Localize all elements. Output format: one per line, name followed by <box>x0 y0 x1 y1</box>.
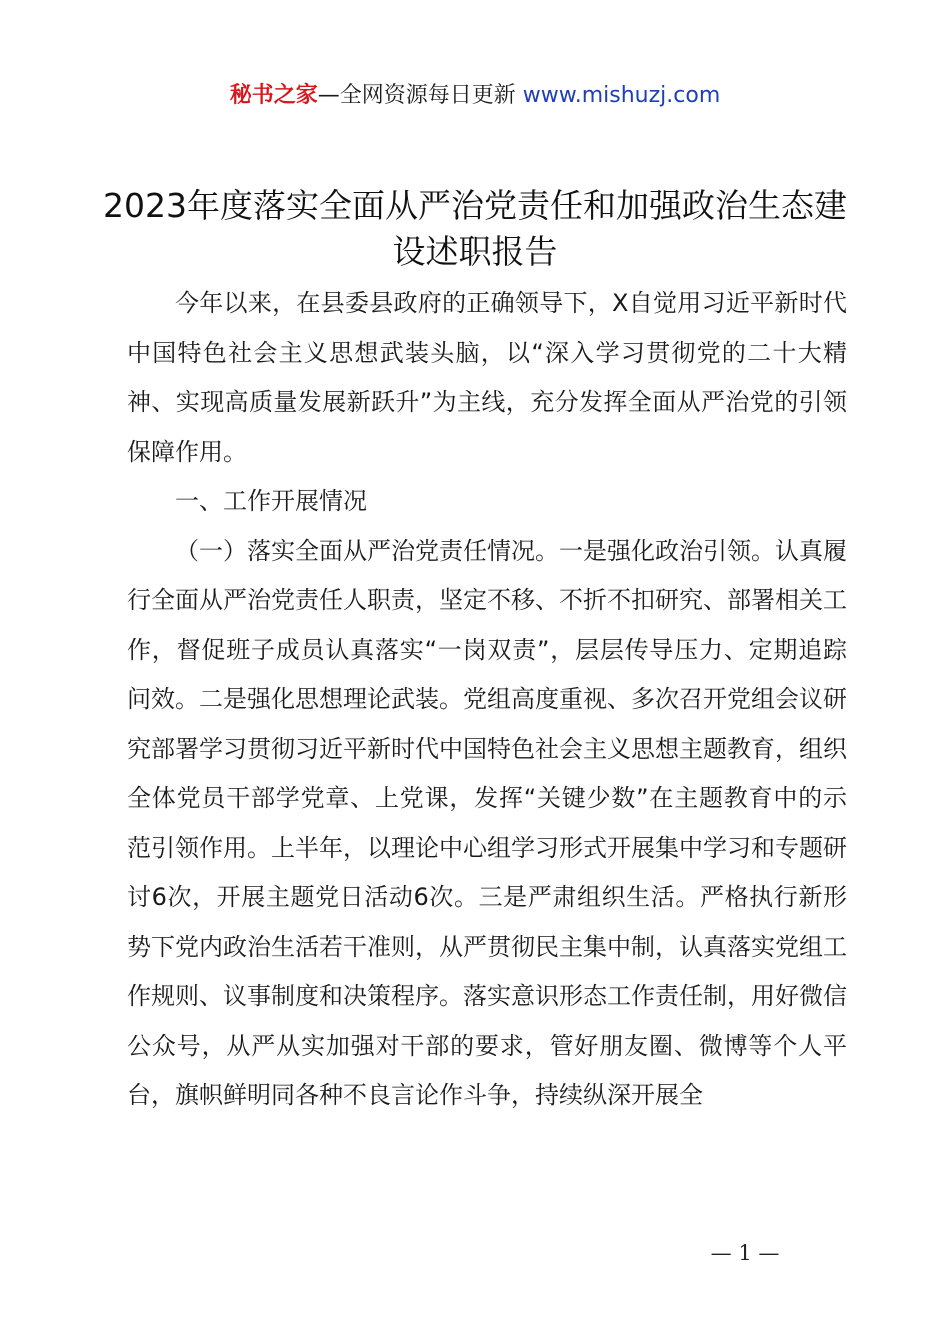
body-paragraph: （一）落实全面从严治党责任情况。一是强化政治引领。认真履行全面从严治党责任人职责，坚定不移、不折不扣研究、部署相关工作，督促班子成员认真落实“一岗双责”，层层传导压力、定期追踪问效。二是强化思想理论武装。党组高度重视、多次召开党组会议研究部署学习贯彻习近平新时代中国特色社会主义思想主题教育，组织全体党员干部学党章、上党课，发挥“关键少数”在主题教育中的示范引领作用。上半年，以理论中心组学习形式开展集中学习和专题研讨6次，开展主题党日活动6次。三是严肃组织生活。严格执行新形势下党内政治生活若干准则，从严贯彻民主集中制，认真落实党组工作规则、议事制度和决策程序。落实意识形态工作责任制，用好微信公众号，从严从实加强对干部的要求，管好朋友圈、微博等个人平台，旗帜鲜明同各种不良言论作斗争，持续纵深开展全 <box>127 536 847 1109</box>
site-url-link[interactable]: www.mishuzj.com <box>522 83 721 108</box>
document-title: 2023年度落实全面从严治党责任和加强政治生态建设述职报告 <box>103 186 847 271</box>
page-number: — 1 — <box>710 1241 780 1265</box>
section-heading: 一、工作开展情况 <box>175 487 367 515</box>
site-slogan: —全网资源每日更新 <box>317 83 516 108</box>
site-brand: 秘书之家 <box>229 83 318 108</box>
document-body <box>127 279 847 1121</box>
intro-paragraph: 今年以来，在县委县政府的正确领导下，X自觉用习近平新时代中国特色社会主义思想武装头脑，以“深入学习贯彻党的二十大精神、实现高质量发展新跃升”为主线，充分发挥全面从严治党的引领保障作用。 <box>127 289 847 466</box>
site-header <box>0 80 950 112</box>
